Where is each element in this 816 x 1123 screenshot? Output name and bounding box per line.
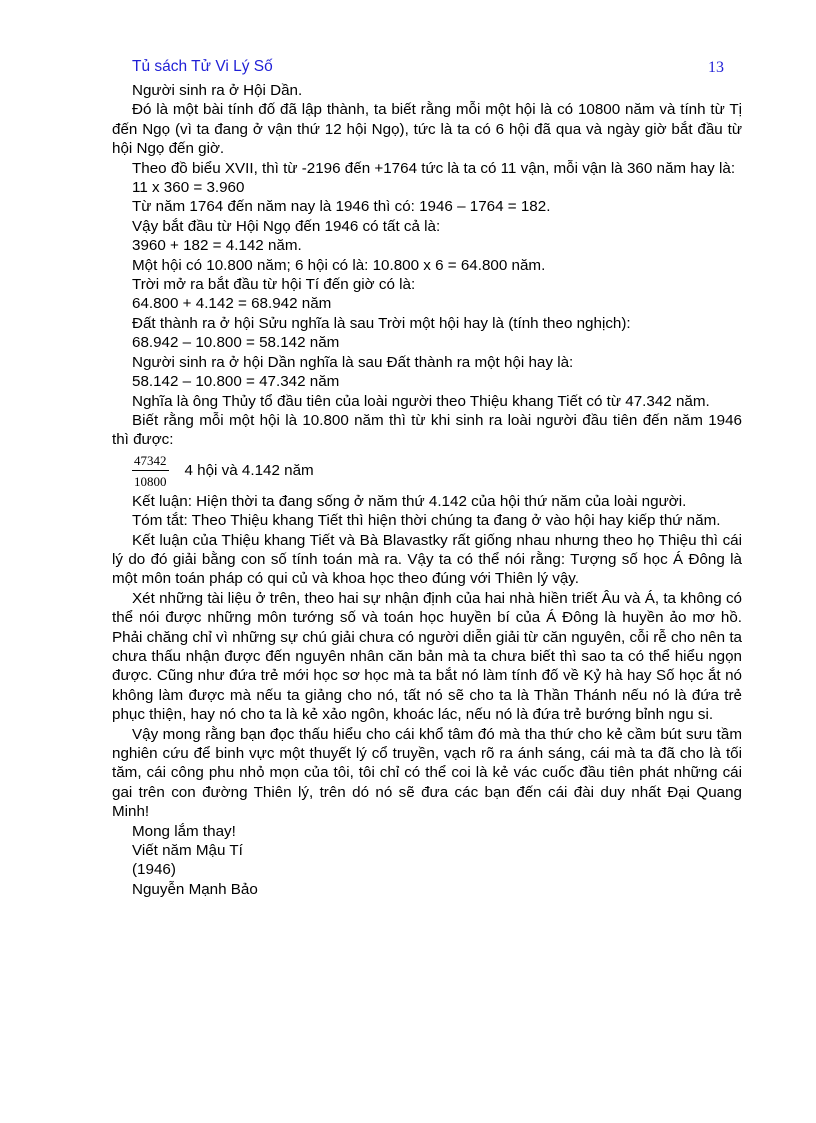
fraction-line — [112, 450, 742, 492]
signature-line: Mong lắm thay! — [132, 822, 236, 840]
paragraph: Nghĩa là ông Thủy tổ đầu tiên của loài người theo Thiệu khang Tiết có từ 47.342 năm. — [132, 392, 710, 410]
signature-line: (1946) — [132, 861, 176, 879]
paragraph: Kết luận của Thiệu khang Tiết và Bà Blavastky rất giống nhau nhưng theo họ Thiệu thì cái lý do đó giải bằng con số tính toán mà ra. Vậy ta có thể nói rằng: Tượng số học Á Đông là một môn toán pháp có qui củ và khoa học theo đúng với Thiên lý vậy. — [112, 531, 742, 588]
fraction-denominator: 10800 — [134, 473, 167, 489]
calc-line: Vậy bắt đầu từ Hội Ngọ đến 1946 có tất cả là: — [132, 217, 441, 235]
paragraph: Vậy mong rằng bạn đọc thấu hiểu cho cái khổ tâm đó mà tha thứ cho kẻ cầm bút sưu tầm nghiên cứu để binh vực một thuyết lý cổ truyền, vạch rõ ra ánh sáng, cái mà ta đã cho là tối tăm, cái công phu nhỏ mọn của tôi, tôi chỉ có thể coi là kẻ vác cuốc đầu tiên phát những cái gai trên con đường Thiên lý, trên dó nó sẽ đưa các bạn đến cái đài duy nhất Đại Quang Minh! — [112, 725, 742, 821]
paragraph: Kết luận: Hiện thời ta đang sống ở năm thứ 4.142 của hội thứ năm của loài người. — [132, 492, 687, 510]
calc-line: Đất thành ra ở hội Sửu nghĩa là sau Trời một hội hay là (tính theo nghịch): — [132, 314, 631, 332]
calc-line: 11 x 360 = 3.960 — [132, 179, 245, 197]
fraction — [132, 452, 169, 490]
calc-line: Từ năm 1764 đến năm nay là 1946 thì có: 1946 – 1764 = 182. — [132, 198, 551, 216]
paragraph: Theo đồ biểu XVII, thì từ -2196 đến +1764 tức là ta có 11 vận, mỗi vận là 360 năm hay là: — [132, 159, 736, 177]
calc-line: Một hội có 10.800 năm; 6 hội có là: 10.800 x 6 = 64.800 năm. — [132, 256, 546, 274]
signature-line: Viết năm Mậu Tí — [132, 842, 243, 860]
calc-line: 58.142 – 10.800 = 47.342 năm — [132, 373, 340, 391]
paragraph: Xét những tài liệu ở trên, theo hai sự nhận định của hai nhà hiền triết Âu và Á, ta không có thể nói được những môn tướng số và toán học huyền bí của Á Đông là huyền ảo mơ hồ. Phải chăng chỉ vì những sự chú giải chưa có người diễn giải từ căn nguyên, cỗi rễ cho nên ta chưa thấu nhận được đến nguyên nhân căn bản mà ta chưa biết thì sao ta có thể hiểu ngọn được. Cũng như đứa trẻ mới học sơ học mà ta bắt nó làm tính đố về Kỷ hà hay Số học ắt nó không làm được mà nếu ta giảng cho nó, tất nó sẽ cho ta là Thần Thánh nếu nó là đứa trẻ phục thiện, hay nó cho ta là kẻ xảo ngôn, khoác lác, nếu nó là đứa trẻ bướng bỉnh ngu si. — [112, 589, 742, 724]
calc-line: 68.942 – 10.800 = 58.142 năm — [132, 334, 340, 352]
calc-line: 3960 + 182 = 4.142 năm. — [132, 237, 302, 255]
body-text — [112, 81, 742, 899]
paragraph: Đó là một bài tính đố đã lập thành, ta biết rằng mỗi một hội là có 10800 năm và tính từ Tị đến Ngọ (vì ta đang ở vận thứ 12 hội Ngọ), tức là ta có 6 hội đã qua và ngày giờ bắt đầu từ hội Ngọ đến giờ. — [112, 101, 742, 158]
paragraph: Người sinh ra ở Hội Dần. — [132, 82, 303, 99]
paragraph: Tóm tắt: Theo Thiệu khang Tiết thì hiện thời chúng ta đang ở vào hội hay kiếp thứ năm. — [132, 512, 721, 530]
fraction-numerator: 47342 — [132, 452, 169, 471]
calc-line: Trời mở ra bắt đầu từ hội Tí đến giờ có là: — [132, 276, 416, 294]
paragraph: Biết rằng mỗi một hội là 10.800 năm thì từ khi sinh ra loài người đầu tiên đến năm 1946 thì được: — [112, 411, 742, 449]
page-number: 13 — [708, 59, 724, 76]
header-title: Tủ sách Tử Vi Lý Số — [132, 58, 273, 75]
calc-line: Người sinh ra ở hội Dần nghĩa là sau Đất thành ra một hội hay là: — [132, 353, 574, 371]
author-name: Nguyễn Mạnh Bảo — [132, 880, 258, 898]
calc-line: 64.800 + 4.142 = 68.942 năm — [132, 295, 332, 313]
fraction-result: 4 hội và 4.142 năm — [184, 462, 314, 480]
